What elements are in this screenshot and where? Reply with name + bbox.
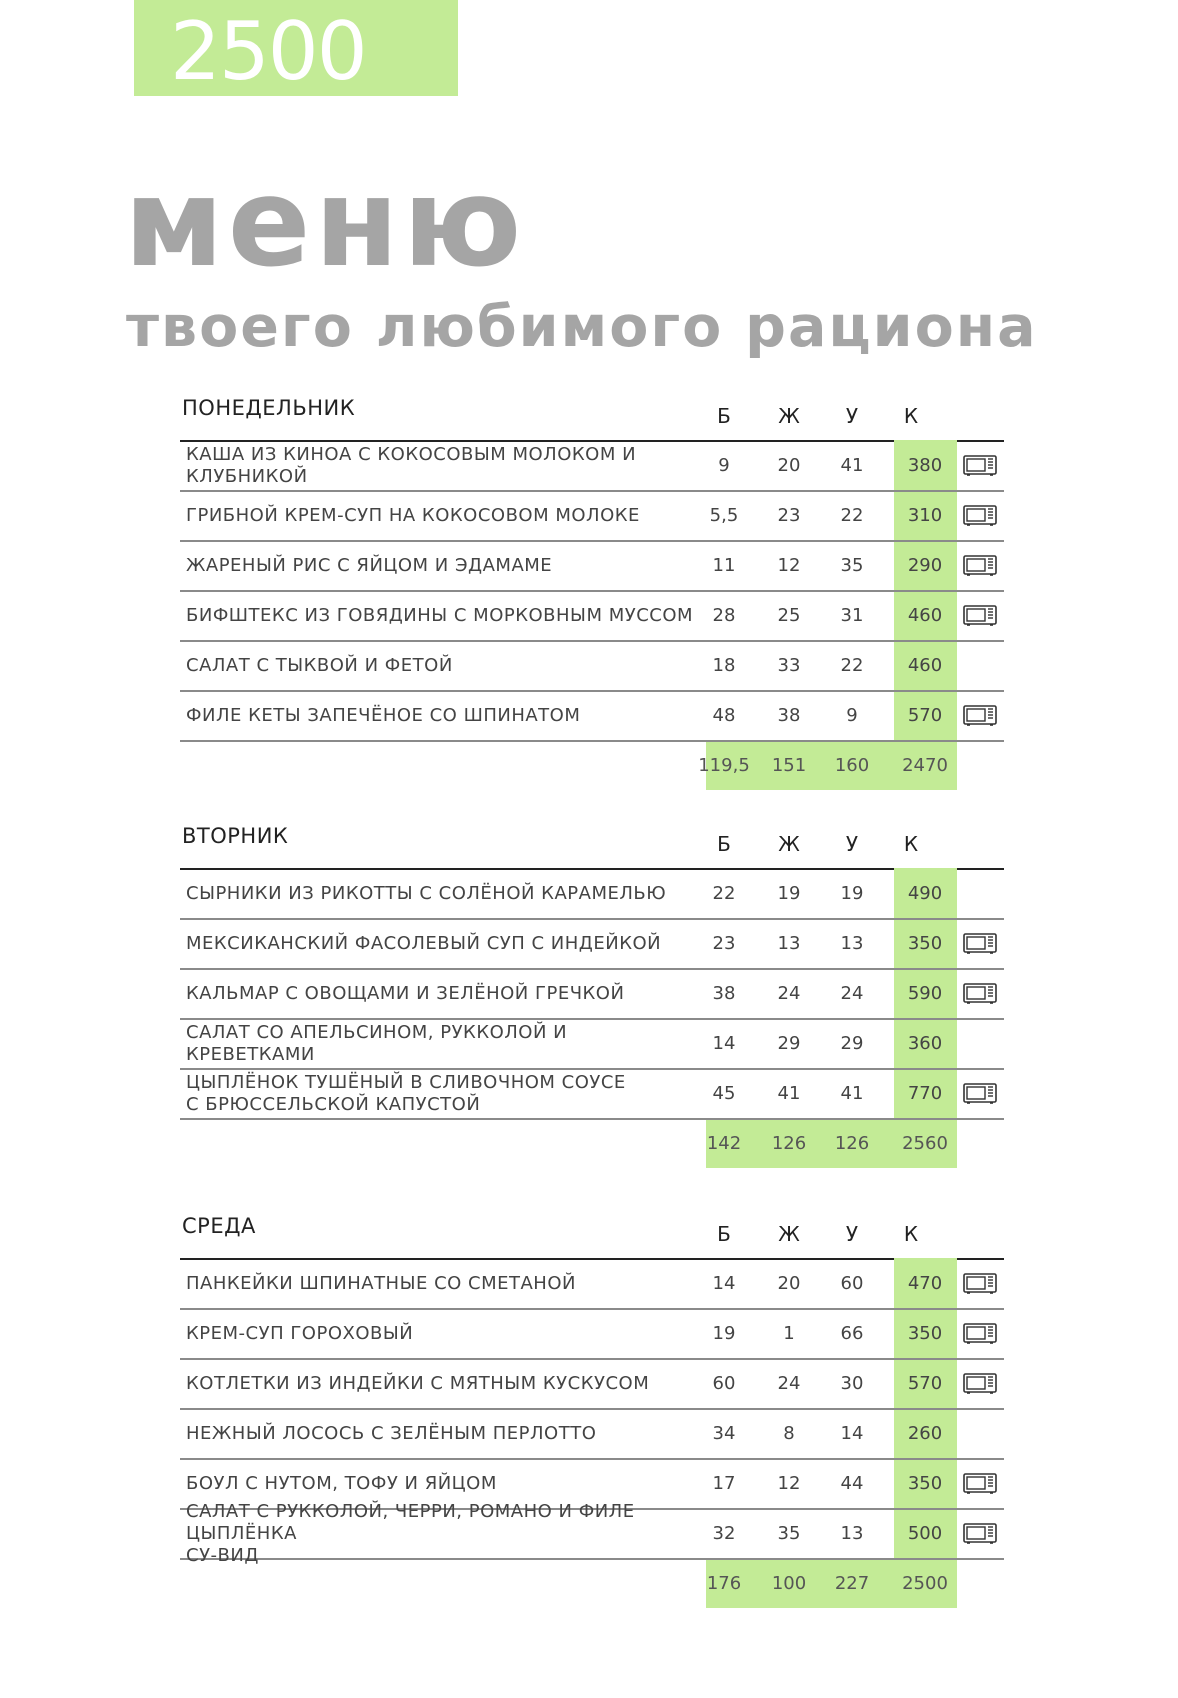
dish-name: МЕКСИКАНСКИЙ ФАСОЛЕВЫЙ СУП С ИНДЕЙКОЙ: [186, 933, 662, 954]
microwave-icon: [963, 705, 997, 727]
menu-item-row: [180, 1070, 1004, 1120]
calories-value: 310: [907, 505, 943, 526]
calories-value: 350: [907, 1473, 943, 1494]
menu-item-row: [180, 1260, 1004, 1310]
fat-value: 41: [777, 1083, 801, 1104]
fat-value: 19: [777, 883, 801, 904]
dish-name: КАЛЬМАР С ОВОЩАМИ И ЗЕЛЁНОЙ ГРЕЧКОЙ: [186, 983, 625, 1004]
col-label-b: Б: [717, 404, 731, 428]
microwave-icon: [963, 555, 997, 577]
protein-value: 45: [712, 1083, 736, 1104]
total-carbs: 126: [834, 1133, 870, 1154]
day-name: ПОНЕДЕЛЬНИК: [182, 396, 356, 420]
total-carbs: 227: [834, 1573, 870, 1594]
microwave-icon: [963, 505, 997, 527]
calories-value: 570: [907, 1373, 943, 1394]
menu-item-row: [180, 492, 1004, 542]
col-label-u: У: [845, 1222, 859, 1246]
fat-value: 24: [777, 1373, 801, 1394]
col-label-k: К: [903, 404, 919, 428]
carbs-value: 31: [840, 605, 864, 626]
microwave-icon: [963, 1273, 997, 1295]
protein-value: 34: [712, 1423, 736, 1444]
day-section: [180, 392, 1004, 790]
day-section: [180, 820, 1004, 1168]
menu-item-row: [180, 442, 1004, 492]
carbs-value: 41: [840, 455, 864, 476]
protein-value: 23: [712, 933, 736, 954]
dish-name: БОУЛ С НУТОМ, ТОФУ И ЯЙЦОМ: [186, 1473, 497, 1494]
carbs-value: 44: [840, 1473, 864, 1494]
dish-name: БИФШТЕКС ИЗ ГОВЯДИНЫ С МОРКОВНЫМ МУССОМ: [186, 605, 694, 626]
carbs-value: 13: [840, 933, 864, 954]
calories-value: 470: [907, 1273, 943, 1294]
menu-item-row: [180, 1410, 1004, 1460]
microwave-icon: [963, 455, 997, 477]
protein-value: 17: [712, 1473, 736, 1494]
day-total-row: [180, 742, 1004, 790]
calories-value: 590: [907, 983, 943, 1004]
carbs-value: 30: [840, 1373, 864, 1394]
fat-value: 25: [777, 605, 801, 626]
calories-value: 490: [907, 883, 943, 904]
calories-value: 360: [907, 1033, 943, 1054]
menu-item-row: [180, 692, 1004, 742]
protein-value: 28: [712, 605, 736, 626]
dish-name: ГРИБНОЙ КРЕМ-СУП НА КОКОСОВОМ МОЛОКЕ: [186, 505, 640, 526]
protein-value: 14: [712, 1273, 736, 1294]
total-fat: 100: [771, 1573, 807, 1594]
fat-value: 35: [777, 1523, 801, 1544]
microwave-icon: [963, 1083, 997, 1105]
day-total-row: [180, 1120, 1004, 1168]
protein-value: 32: [712, 1523, 736, 1544]
day-name: ВТОРНИК: [182, 824, 289, 848]
day-name: СРЕДА: [182, 1214, 256, 1238]
day-total-row: [180, 1560, 1004, 1608]
dish-name: КОТЛЕТКИ ИЗ ИНДЕЙКИ С МЯТНЫМ КУСКУСОМ: [186, 1373, 650, 1394]
menu-item-row: [180, 542, 1004, 592]
microwave-icon: [963, 605, 997, 627]
carbs-value: 41: [840, 1083, 864, 1104]
menu-item-row: [180, 1501, 1004, 1566]
dish-name: ФИЛЕ КЕТЫ ЗАПЕЧЁНОЕ СО ШПИНАТОМ: [186, 705, 581, 726]
fat-value: 20: [777, 455, 801, 476]
total-protein: 176: [706, 1573, 742, 1594]
col-label-z: Ж: [778, 1222, 800, 1246]
protein-value: 48: [712, 705, 736, 726]
dish-name: СЫРНИКИ ИЗ РИКОТТЫ С СОЛЁНОЙ КАРАМЕЛЬЮ: [186, 883, 667, 904]
menu-item-row: [180, 920, 1004, 970]
col-label-b: Б: [717, 832, 731, 856]
dish-name: ЦЫПЛЁНОК ТУШЁНЫЙ В СЛИВОЧНОМ СОУСЕ С БРЮССЕЛЬСКОЙ КАПУСТОЙ: [186, 1072, 626, 1115]
dish-name: САЛАТ СО АПЕЛЬСИНОМ, РУККОЛОЙ И КРЕВЕТКАМИ: [186, 1022, 568, 1065]
microwave-icon: [963, 1523, 997, 1545]
menu-item-row: [180, 592, 1004, 642]
carbs-value: 19: [840, 883, 864, 904]
dish-name: ПАНКЕЙКИ ШПИНАТНЫЕ СО СМЕТАНОЙ: [186, 1273, 576, 1294]
col-label-u: У: [845, 832, 859, 856]
day-section: [180, 1210, 1004, 1608]
calories-value: 260: [907, 1423, 943, 1444]
fat-value: 1: [783, 1323, 795, 1344]
calories-value: 460: [907, 605, 943, 626]
carbs-value: 60: [840, 1273, 864, 1294]
protein-value: 22: [712, 883, 736, 904]
calories-value: 290: [907, 555, 943, 576]
carbs-value: 66: [840, 1323, 864, 1344]
protein-value: 11: [712, 555, 736, 576]
total-calories: 2500: [902, 1573, 948, 1594]
calories-value: 350: [907, 933, 943, 954]
dish-name: САЛАТ С ТЫКВОЙ И ФЕТОЙ: [186, 655, 453, 676]
fat-value: 24: [777, 983, 801, 1004]
protein-value: 5,5: [709, 505, 739, 526]
fat-value: 33: [777, 655, 801, 676]
calories-value: 350: [907, 1323, 943, 1344]
protein-value: 60: [712, 1373, 736, 1394]
dish-name: НЕЖНЫЙ ЛОСОСЬ С ЗЕЛЁНЫМ ПЕРЛОТТО: [186, 1423, 597, 1444]
fat-value: 13: [777, 933, 801, 954]
protein-value: 18: [712, 655, 736, 676]
carbs-value: 13: [840, 1523, 864, 1544]
fat-value: 12: [777, 555, 801, 576]
carbs-value: 14: [840, 1423, 864, 1444]
carbs-value: 22: [840, 655, 864, 676]
menu-item-row: [180, 642, 1004, 692]
fat-value: 29: [777, 1033, 801, 1054]
microwave-icon: [963, 1323, 997, 1345]
protein-value: 19: [712, 1323, 736, 1344]
calorie-badge: 2500: [134, 0, 458, 96]
total-protein: 119,5: [698, 755, 750, 776]
fat-value: 20: [777, 1273, 801, 1294]
page-title: меню: [124, 152, 526, 294]
microwave-icon: [963, 933, 997, 955]
fat-value: 12: [777, 1473, 801, 1494]
dish-name: ЖАРЕНЫЙ РИС С ЯЙЦОМ И ЭДАМАМЕ: [186, 555, 553, 576]
col-label-k: К: [903, 832, 919, 856]
menu-item-row: [180, 1310, 1004, 1360]
total-protein: 142: [706, 1133, 742, 1154]
dish-name: САЛАТ С РУККОЛОЙ, ЧЕРРИ, РОМАНО И ФИЛЕ ЦЫПЛЁНКА СУ-ВИД: [186, 1501, 635, 1566]
page-subtitle: твоего любимого рациона: [126, 294, 1038, 360]
carbs-value: 22: [840, 505, 864, 526]
col-label-k: К: [903, 1222, 919, 1246]
menu-item-row: [180, 970, 1004, 1020]
calories-value: 380: [907, 455, 943, 476]
total-fat: 151: [771, 755, 807, 776]
carbs-value: 24: [840, 983, 864, 1004]
col-label-z: Ж: [778, 832, 800, 856]
protein-value: 14: [712, 1033, 736, 1054]
day-header: [180, 820, 1004, 870]
calories-value: 570: [907, 705, 943, 726]
calories-value: 770: [907, 1083, 943, 1104]
menu-item-row: [180, 870, 1004, 920]
carbs-value: 35: [840, 555, 864, 576]
col-label-z: Ж: [778, 404, 800, 428]
menu-item-row: [180, 1020, 1004, 1070]
fat-value: 23: [777, 505, 801, 526]
microwave-icon: [963, 1473, 997, 1495]
microwave-icon: [963, 983, 997, 1005]
protein-value: 9: [718, 455, 730, 476]
day-header: [180, 392, 1004, 442]
total-fat: 126: [771, 1133, 807, 1154]
dish-name: КАША ИЗ КИНОА С КОКОСОВЫМ МОЛОКОМ И КЛУБНИКОЙ: [186, 444, 637, 487]
protein-value: 38: [712, 983, 736, 1004]
day-header: [180, 1210, 1004, 1260]
col-label-u: У: [845, 404, 859, 428]
fat-value: 8: [783, 1423, 795, 1444]
calories-value: 460: [907, 655, 943, 676]
total-calories: 2470: [902, 755, 948, 776]
total-carbs: 160: [834, 755, 870, 776]
carbs-value: 9: [846, 705, 858, 726]
carbs-value: 29: [840, 1033, 864, 1054]
calories-value: 500: [907, 1523, 943, 1544]
menu-item-row: [180, 1360, 1004, 1410]
total-calories: 2560: [902, 1133, 948, 1154]
fat-value: 38: [777, 705, 801, 726]
col-label-b: Б: [717, 1222, 731, 1246]
microwave-icon: [963, 1373, 997, 1395]
dish-name: КРЕМ-СУП ГОРОХОВЫЙ: [186, 1323, 414, 1344]
